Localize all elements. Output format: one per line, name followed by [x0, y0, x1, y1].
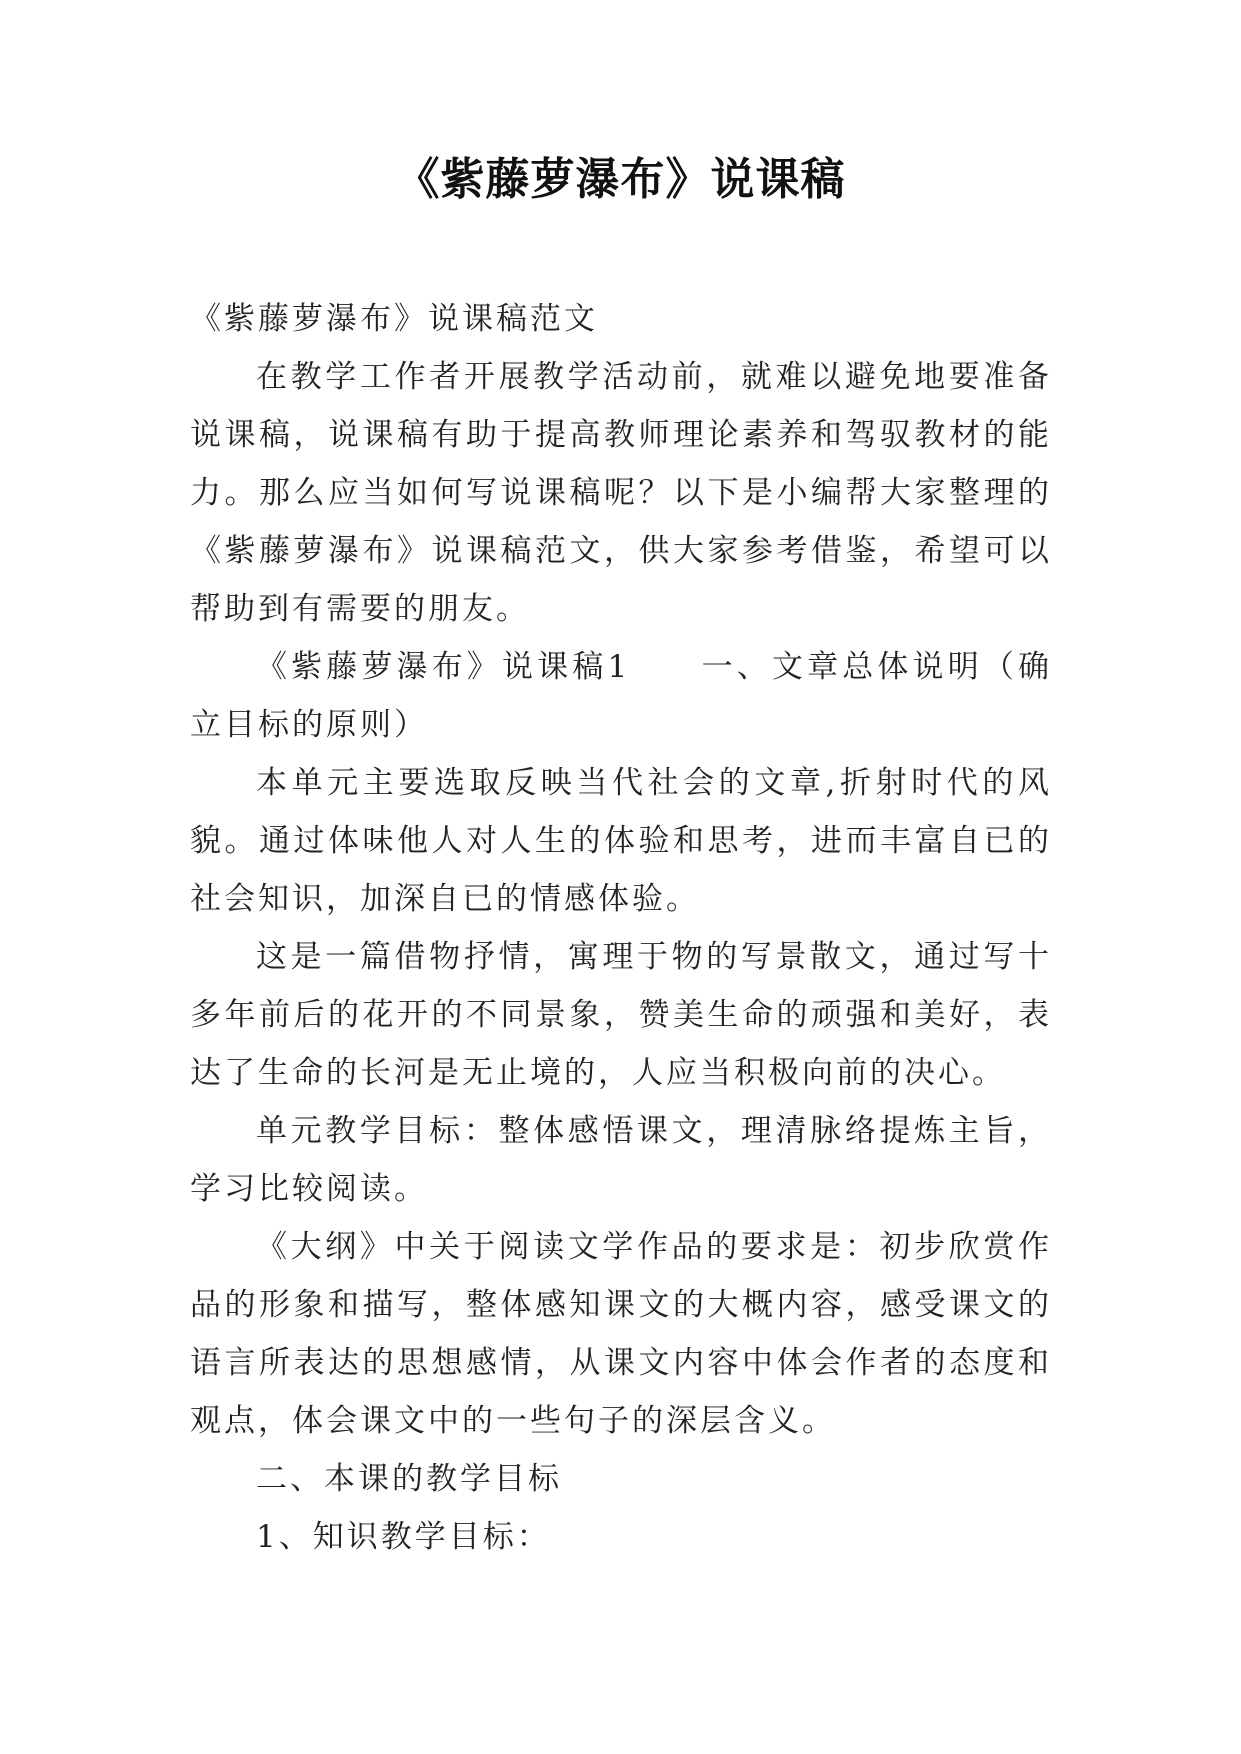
paragraph-intro: 在教学工作者开展教学活动前，就难以避免地要准备说课稿，说课稿有助于提高教师理论素养和驾驭教材的能力。那么应当如何写说课稿呢？以下是小编帮大家整理的《紫藤萝瀑布》说课稿范文，供大家参考借鉴，希望可以帮助到有需要的朋友。	[190, 359, 1052, 627]
document-title: 《紫藤萝瀑布》说课稿	[395, 154, 846, 205]
paragraph-essay-description: 这是一篇借物抒情，寓理于物的写景散文，通过写十多年前后的花开的不同景象，赞美生命的顽强和美好，表达了生命的长河是无止境的，人应当积极向前的决心。	[190, 939, 1052, 1091]
document-body	[190, 290, 1052, 1566]
paragraph-lesson-goals-heading: 二、本课的教学目标	[256, 1461, 562, 1497]
paragraph-syllabus-requirements: 《大纲》中关于阅读文学作品的要求是：初步欣赏作品的形象和描写，整体感知课文的大概内容，感受课文的语言所表达的思想感情，从课文内容中体会作者的态度和观点，体会课文中的一些句子的深层含义。	[190, 1229, 1052, 1439]
paragraph-unit-goals: 单元教学目标：整体感悟课文，理清脉络提炼主旨，学习比较阅读。	[190, 1113, 1052, 1207]
paragraph-unit-selection: 本单元主要选取反映当代社会的文章,折射时代的风貌。通过体味他人对人生的体验和思考，进而丰富自已的社会知识，加深自已的情感体验。	[190, 765, 1052, 917]
paragraph-section-heading: 《紫藤萝瀑布》说课稿1 一、文章总体说明（确立目标的原则）	[190, 649, 1052, 743]
paragraph-knowledge-goals: 1、知识教学目标：	[256, 1519, 551, 1555]
paragraph-subtitle: 《紫藤萝瀑布》说课稿范文	[190, 301, 598, 337]
